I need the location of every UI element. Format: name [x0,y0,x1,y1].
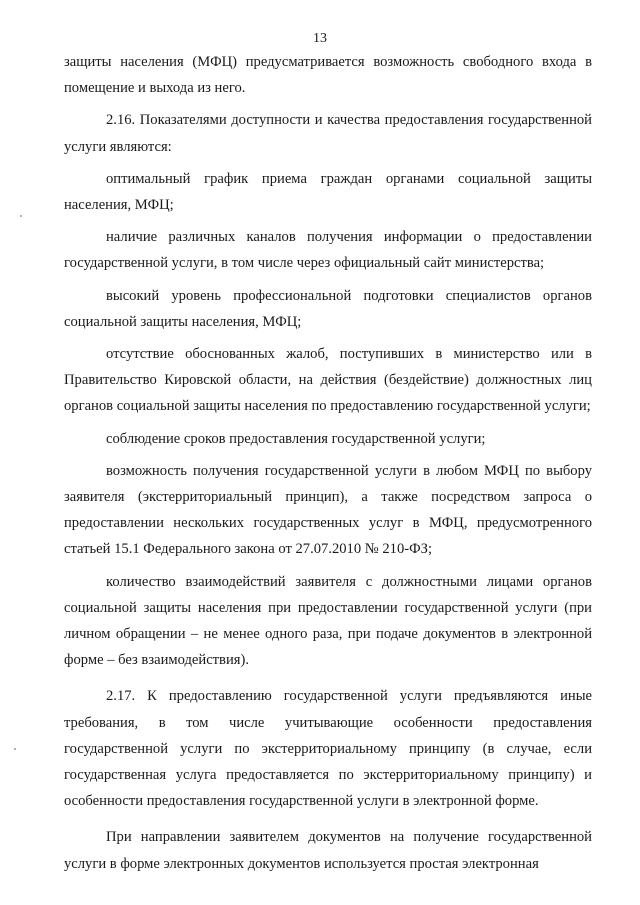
paragraph-electronic-signature: При направлении заявителем документов на получение государственной услуги в форме электронных документов используется простая электронная [64,829,592,872]
paragraph-2-16-heading: 2.16. Показателями доступности и качества предоставления государственной услуги являются: [64,112,592,155]
paragraph-interactions: количество взаимодействий заявителя с должностными лицами органов социальной защиты населения при предоставлении государственной услуги (при личном обращении – не менее одного раза, при подаче документов в электронной форме – без взаимодействия). [64,573,592,669]
paragraph-info-channels: наличие различных каналов получения информации о предоставлении государственной услуги, в том числе через официальный сайт министерства; [64,229,592,272]
margin-dot [14,748,16,750]
paragraph-no-complaints: отсутствие обоснованных жалоб, поступивших в министерство или в Правительство Кировской области, на действия (бездействие) должностных лиц органов социальной защиты населения по предоставлению государственной услуги; [64,346,592,415]
paragraph-schedule: оптимальный график приема граждан органами социальной защиты населения, МФЦ; [64,170,592,214]
paragraph-2-17: 2.17. К предоставлению государственной услуги предъявляются иные требования, в том числе учитывающие особенности предоставления государственной услуги по экстерриториальному принципу (в случае, если государственная услуга предоставляется по экстерриториальному принципу) и особенности предоставления государственной услуги в электронной форме. [64,688,592,810]
paragraph-extraterritorial: возможность получения государственной услуги в любом МФЦ по выбору заявителя (экстерриториальный принцип), а также посредством запроса о предоставлении нескольких государственных услуг в МФЦ, предусмотренного статьей 15.1 Федерального закона от 27.07.2010 № 210-ФЗ; [64,462,592,558]
paragraph-continuation: защиты населения (МФЦ) предусматривается возможность свободного входа в помещение и выхода из него. [64,54,592,97]
document-body [64,49,592,877]
paragraph-qualification: высокий уровень профессиональной подготовки специалистов органов социальной защиты населения, МФЦ; [64,287,592,330]
page-number: 13 [313,31,327,46]
paragraph-deadlines: соблюдение сроков предоставления государственной услуги; [106,430,486,447]
margin-dot [20,215,22,217]
